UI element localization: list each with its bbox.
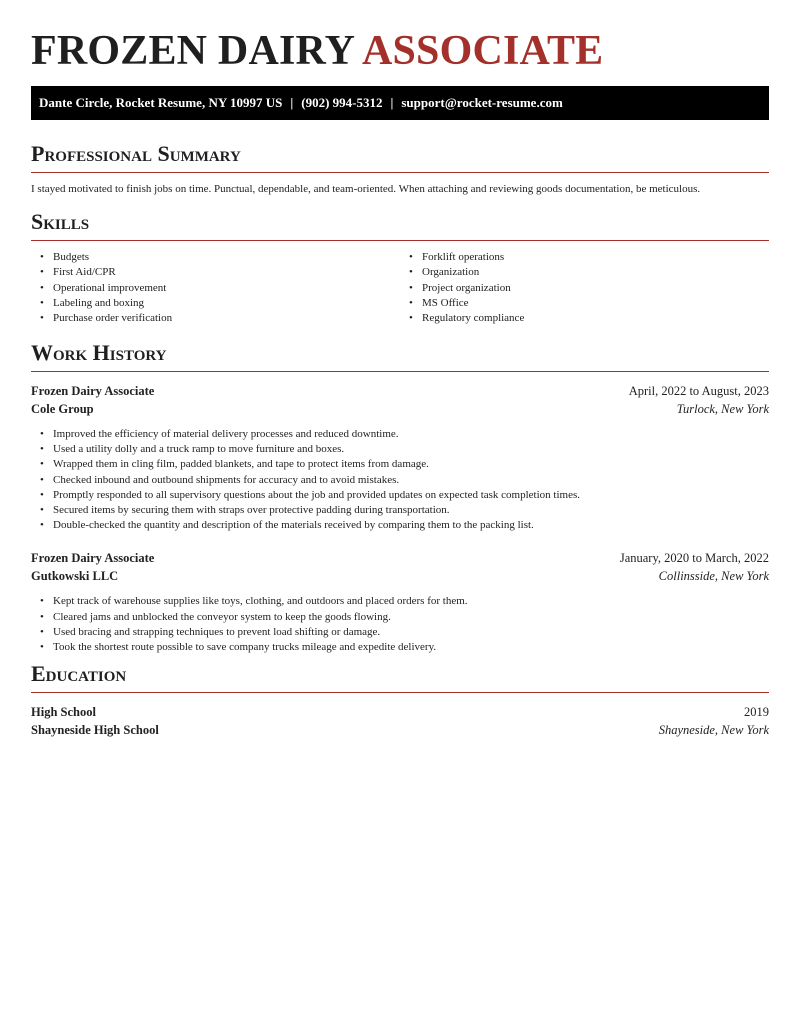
job-bullet: • Double-checked the quantity and description of the materials received by comparing them to the packing list. (53, 518, 769, 533)
job-bullets (31, 427, 769, 533)
skills-column-left (31, 250, 400, 326)
section-divider (31, 240, 769, 241)
section-divider (31, 692, 769, 693)
section-heading: Professional Summary (31, 141, 241, 166)
skill-item: • Purchase order verification (53, 311, 400, 326)
skill-item: • Budgets (53, 250, 400, 265)
summary-section (31, 142, 769, 196)
skills-column-right (400, 250, 769, 326)
contact-separator: | (290, 95, 294, 110)
contact-separator: | (390, 95, 394, 110)
section-heading: Work History (31, 340, 167, 365)
contact-phone: (902) 994-5312 (301, 95, 383, 110)
job-title: Frozen Dairy Associate (31, 551, 155, 566)
job-bullet: • Kept track of warehouse supplies like toys, clothing, and outdoors and placed orders for them. (53, 594, 769, 609)
job-entry (31, 549, 769, 655)
job-location: Collinsside, New York (658, 569, 769, 584)
skill-item: • First Aid/CPR (53, 265, 400, 280)
skill-item: • Labeling and boxing (53, 296, 400, 311)
job-dates: January, 2020 to March, 2022 (619, 551, 769, 566)
skill-item: • Project organization (422, 281, 769, 296)
job-title: Frozen Dairy Associate (31, 384, 155, 398)
job-location: Turlock, New York (676, 402, 769, 416)
education-year: 2019 (744, 705, 769, 719)
skill-item: • MS Office (422, 296, 769, 311)
contact-address: Dante Circle, Rocket Resume, NY 10997 US (39, 95, 283, 110)
summary-text: I stayed motivated to finish jobs on time. Punctual, dependable, and team-oriented. When attaching and reviewing goods documentation, be meticulous. (31, 183, 701, 195)
job-bullet: • Used a utility dolly and a truck ramp to move furniture and boxes. (53, 442, 769, 457)
job-entry (31, 382, 769, 533)
job-bullets (31, 594, 769, 655)
job-bullet: • Promptly responded to all supervisory questions about the job and provided updates on expected task completion times. (53, 488, 769, 503)
job-bullet: • Checked inbound and outbound shipments for accuracy and to avoid mistakes. (53, 473, 769, 488)
skill-item: • Forklift operations (422, 250, 769, 265)
skill-item: • Regulatory compliance (422, 311, 769, 326)
education-location: Shayneside, New York (658, 723, 769, 737)
skills-list (31, 250, 769, 326)
section-heading: Education (31, 661, 127, 686)
section-divider (31, 371, 769, 372)
education-section (31, 662, 769, 739)
contact-bar (31, 86, 769, 120)
job-dates: April, 2022 to August, 2023 (628, 384, 769, 398)
job-bullet: • Improved the efficiency of material delivery processes and reduced downtime. (53, 427, 769, 442)
job-company: Cole Group (31, 402, 94, 416)
education-degree: High School (31, 705, 96, 719)
job-bullet: • Used bracing and strapping techniques to prevent load shifting or damage. (53, 625, 769, 640)
title-name: FROZEN DAIRY (31, 28, 354, 74)
skills-section (31, 210, 769, 326)
job-bullet: • Secured items by securing them with straps over protective padding during transportation. (53, 503, 769, 518)
section-heading: Skills (31, 209, 90, 234)
job-bullet: • Cleared jams and unblocked the conveyor system to keep the goods flowing. (53, 610, 769, 625)
job-bullet: • Took the shortest route possible to save company trucks mileage and expedite delivery. (53, 640, 769, 655)
skill-item: • Operational improvement (53, 281, 400, 296)
job-company: Gutkowski LLC (31, 569, 119, 584)
job-bullet: • Wrapped them in cling film, padded blankets, and tape to protect items from damage. (53, 457, 769, 472)
contact-email: support@rocket-resume.com (401, 95, 563, 110)
section-divider (31, 172, 769, 173)
resume-title (31, 0, 769, 74)
education-entry (31, 703, 769, 739)
education-school: Shayneside High School (31, 723, 159, 737)
title-role: ASSOCIATE (361, 28, 604, 74)
skill-item: • Organization (422, 265, 769, 280)
work-history-section (31, 341, 769, 655)
